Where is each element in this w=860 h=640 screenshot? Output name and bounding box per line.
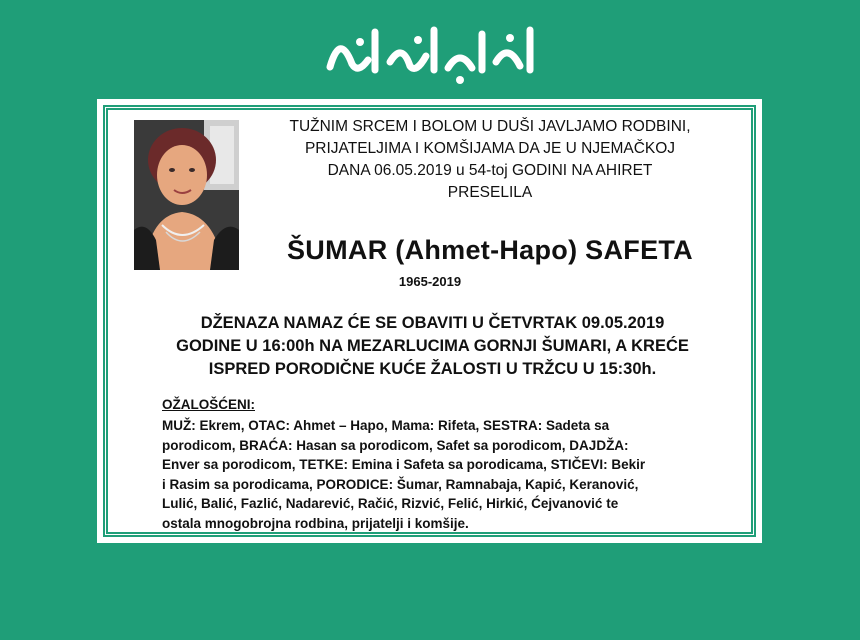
mourners-line: Lulić, Balić, Fazlić, Nadarević, Račić, Rizvić, Felić, Hirkić, Ćejvanović te xyxy=(162,496,619,511)
life-years: 1965-2019 xyxy=(398,274,462,289)
calligraphy-graphic xyxy=(310,12,550,92)
arabic-calligraphy-header xyxy=(300,12,560,92)
intro-line: TUŽNIM SRCEM I BOLOM U DUŠI JAVLJAMO RODBINI, xyxy=(289,118,691,135)
intro-line: PRIJATELJIMA I KOMŠIJAMA DA JE U NJEMAČKOJ xyxy=(304,140,676,157)
intro-text xyxy=(240,116,740,204)
funeral-line: DŽENAZA NAMAZ ĆE SE OBAVITI U ČETVRTAK 09.05.2019 xyxy=(200,314,665,332)
mourners-list xyxy=(162,416,722,533)
mourners-line: MUŽ: Ekrem, OTAC: Ahmet – Hapo, Mama: Rifeta, SESTRA: Sadeta sa xyxy=(162,418,610,433)
intro-line: PRESELILA xyxy=(447,184,533,201)
mourners-line: i Rasim sa porodicama, PORODICE: Šumar, Ramnabaja, Kapić, Keranović, xyxy=(162,476,639,492)
funeral-line: GODINE U 16:00h NA MEZARLUCIMA GORNJI ŠUMARI, A KREĆE xyxy=(176,337,689,355)
death-notice-card xyxy=(97,99,762,543)
funeral-info xyxy=(140,312,725,381)
funeral-line: ISPRED PORODIČNE KUĆE ŽALOSTI U TRŽCU U 15:30h. xyxy=(208,360,657,378)
intro-line: DANA 06.05.2019 u 54-toj GODINI NA AHIRET xyxy=(327,162,653,179)
portrait-photo xyxy=(134,120,239,270)
mourners-line: ostala mnogobrojna rodbina, prijatelji i komšije. xyxy=(162,515,469,531)
mourners-heading: OŽALOŠĆENI: xyxy=(162,397,255,412)
mourners-line: Enver sa porodicom, TETKE: Emina i Safeta sa porodicama, STIČEVI: Bekir xyxy=(162,457,646,472)
mourners-line: porodicom, BRAĆA: Hasan sa porodicom, Safet sa porodicom, DAJDŽA: xyxy=(162,437,629,453)
deceased-name: ŠUMAR (Ahmet-Hapo) SAFETA xyxy=(287,235,693,265)
